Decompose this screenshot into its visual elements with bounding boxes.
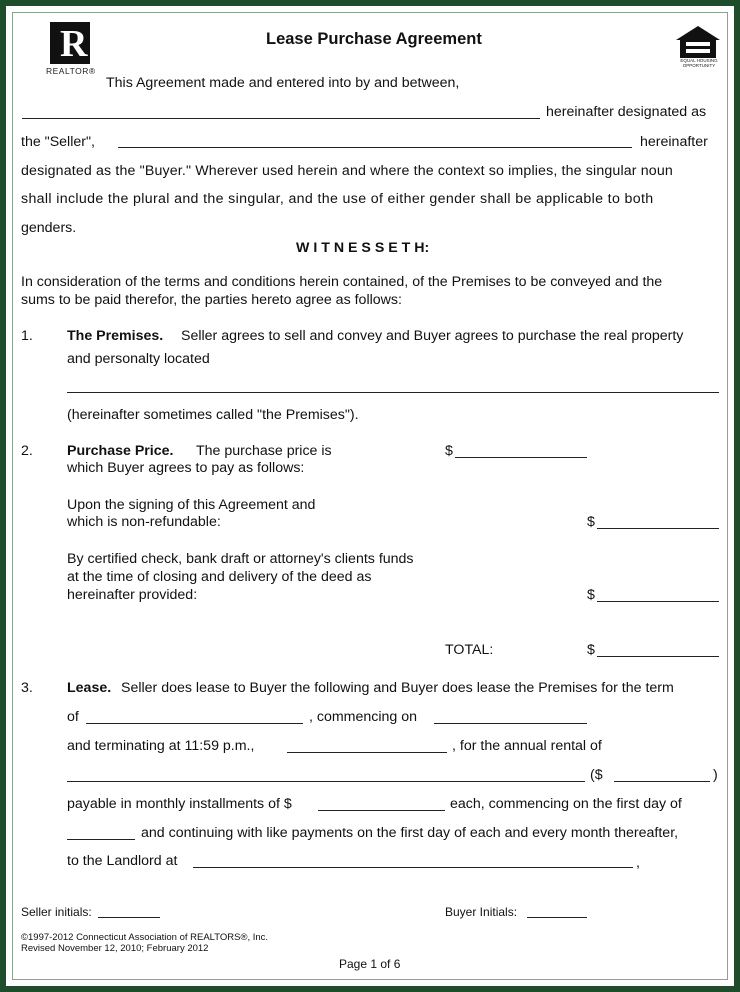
party-name-line-1[interactable] <box>22 118 540 119</box>
party-name-line-2[interactable] <box>118 147 632 148</box>
cert-text-1: By certified check, bank draft or attorney's clients funds <box>67 551 414 567</box>
landlord-label: to the Landlord at <box>67 853 178 869</box>
copyright-text: ©1997-2012 Connecticut Association of REALTORS®, Inc. <box>21 932 269 943</box>
monthly-installment-line[interactable] <box>318 810 445 811</box>
section-2-heading: Purchase Price. <box>67 443 174 459</box>
annual-rental-amount-line[interactable] <box>614 781 710 782</box>
intro-line-3: designated as the "Buyer." Wherever used herein and where the context so implies, the singular noun <box>21 163 673 179</box>
consideration-line-1: In consideration of the terms and conditions herein contained, of the Premises to be conveyed and the <box>21 274 663 290</box>
seller-initials-line[interactable] <box>98 917 160 918</box>
signing-text-2: which is non-refundable: <box>67 514 221 530</box>
each-commencing-label: each, commencing on the first day of <box>450 796 682 812</box>
first-payment-date-line[interactable] <box>67 839 135 840</box>
seller-label: the "Seller", <box>21 134 95 150</box>
annual-rental-close-paren: ) <box>713 767 718 783</box>
total-label: TOTAL: <box>445 642 494 658</box>
seller-initials-label: Seller initials: <box>21 905 92 919</box>
intro-line-5: genders. <box>21 220 77 236</box>
witnesseth-heading: W I T N E S S E T H: <box>296 240 430 256</box>
consideration-line-2: sums to be paid therefor, the parties hereto agree as follows: <box>21 292 402 308</box>
section-3-heading: Lease. <box>67 680 112 696</box>
deposit-amount-line[interactable] <box>597 528 719 529</box>
buyer-initials-line[interactable] <box>527 917 587 918</box>
equal-housing-text: EQUAL HOUSING OPPORTUNITY <box>680 58 718 68</box>
annual-rental-open-paren: ($ <box>590 767 603 783</box>
continuing-label: and continuing with like payments on the first day of each and every month thereafter, <box>141 825 679 841</box>
section-1-number: 1. <box>21 328 33 344</box>
premises-address-line[interactable] <box>67 392 719 393</box>
lease-end-date-line[interactable] <box>287 752 447 753</box>
section-3-number: 3. <box>21 680 33 696</box>
landlord-comma: , <box>636 855 640 871</box>
lease-start-date-line[interactable] <box>434 723 587 724</box>
lease-of-label: of <box>67 709 79 725</box>
cert-dollar: $ <box>587 587 595 603</box>
page-number: Page 1 of 6 <box>339 957 401 971</box>
intro-hereinafter: hereinafter <box>640 134 708 150</box>
cert-text-2: at the time of closing and delivery of the deed as <box>67 569 372 585</box>
document-title: Lease Purchase Agreement <box>266 30 482 48</box>
cert-text-3: hereinafter provided: <box>67 587 198 603</box>
section-2-number: 2. <box>21 443 33 459</box>
signing-dollar: $ <box>587 514 595 530</box>
total-dollar: $ <box>587 642 595 658</box>
section-1-text-2: and personalty located <box>67 351 210 367</box>
signing-text-1: Upon the signing of this Agreement and <box>67 497 316 513</box>
closing-amount-line[interactable] <box>597 601 719 602</box>
realtor-logo-text: REALTOR® <box>46 66 96 76</box>
payable-label: payable in monthly installments of $ <box>67 796 292 812</box>
lease-annual-label: , for the annual rental of <box>452 738 602 754</box>
purchase-price-line[interactable] <box>455 457 587 458</box>
section-2-text-2: which Buyer agrees to pay as follows: <box>67 460 305 476</box>
section-3-text-1: Seller does lease to Buyer the following and Buyer does lease the Premises for the term <box>121 680 674 696</box>
section-1-heading: The Premises. <box>67 328 164 344</box>
lease-terminating-label: and terminating at 11:59 p.m., <box>67 738 255 754</box>
lease-commencing-label: , commencing on <box>309 709 418 725</box>
intro-line-1: This Agreement made and entered into by and between, <box>106 75 460 91</box>
lease-term-line[interactable] <box>86 723 303 724</box>
landlord-address-line[interactable] <box>193 867 633 868</box>
buyer-initials-label: Buyer Initials: <box>445 905 518 919</box>
revised-text: Revised November 12, 2010; February 2012 <box>21 943 209 954</box>
section-2-text-1: The purchase price is <box>196 443 332 459</box>
intro-designated-seller: hereinafter designated as <box>546 104 707 120</box>
section-1-text-3: (hereinafter sometimes called "the Premises"). <box>67 407 359 423</box>
total-amount-line[interactable] <box>597 656 719 657</box>
section-1-text-1: Seller agrees to sell and convey and Buyer agrees to purchase the real property <box>181 328 684 344</box>
annual-rental-words-line[interactable] <box>67 781 585 782</box>
intro-line-4: shall include the plural and the singular, and the use of either gender shall be applicable to both <box>21 191 654 207</box>
purchase-price-dollar: $ <box>445 443 453 459</box>
realtor-logo-icon: R <box>50 22 90 64</box>
